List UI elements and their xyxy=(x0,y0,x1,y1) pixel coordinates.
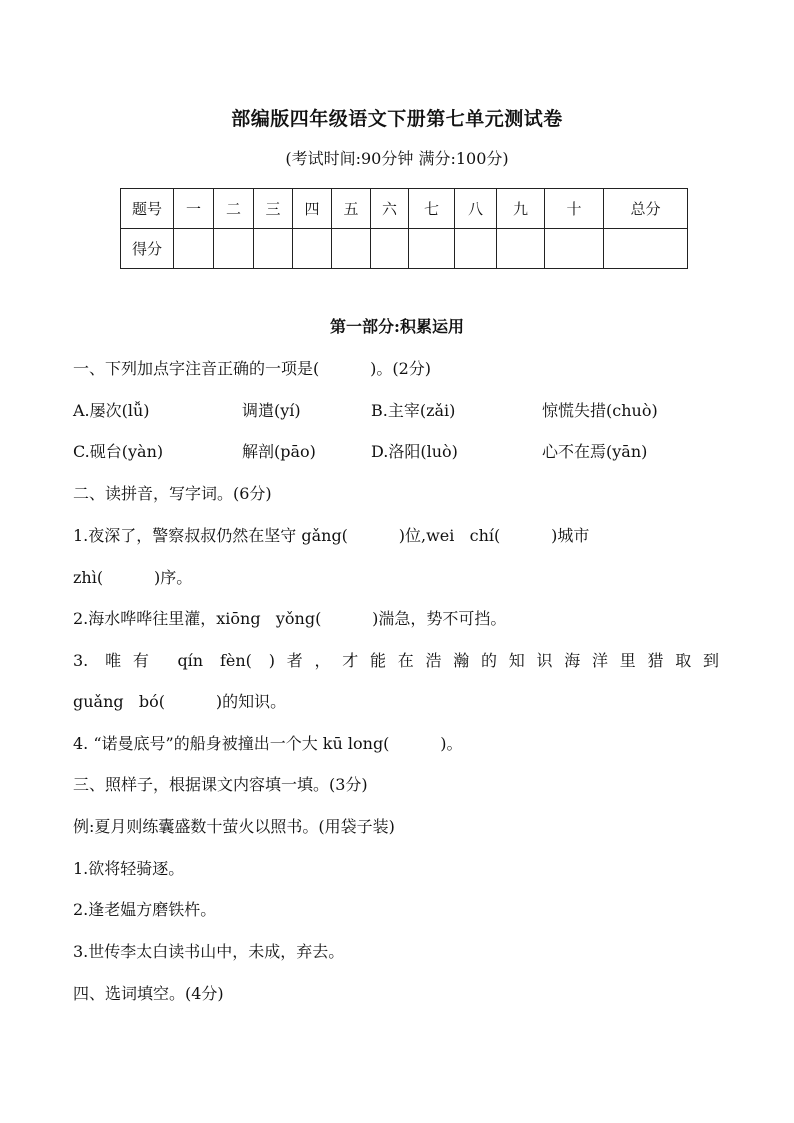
q2-item-3b: guǎng bó( )的知识。 xyxy=(73,692,287,711)
page-title: 部编版四年级语文下册第七单元测试卷 xyxy=(231,108,563,130)
q3-item-3: 3.世传李太白读书山中，未成，弃去。 xyxy=(73,942,345,961)
exam-info: (考试时间:90分钟 满分:100分) xyxy=(285,149,509,168)
score-col-3: 三 xyxy=(254,189,293,229)
score-col-9: 九 xyxy=(497,189,545,229)
score-col-1: 一 xyxy=(174,189,214,229)
score-cell-total xyxy=(604,229,688,269)
score-cell xyxy=(254,229,293,269)
score-cell xyxy=(332,229,371,269)
q1-option-b1: B.主宰(zǎi) xyxy=(371,401,456,420)
score-cell xyxy=(497,229,545,269)
q1-option-d2: 心不在焉(yān) xyxy=(542,442,648,461)
score-cell xyxy=(545,229,604,269)
score-col-4: 四 xyxy=(293,189,332,229)
q1-stem: 一、下列加点字注音正确的一项是( )。(2分) xyxy=(73,359,432,378)
q4-stem: 四、选词填空。(4分) xyxy=(73,984,224,1003)
score-cell xyxy=(293,229,332,269)
q2-item-2: 2.海水哗哗往里灌，xiōng yǒng( )湍急，势不可挡。 xyxy=(73,609,507,628)
q1-option-c2: 解剖(pāo) xyxy=(242,442,316,461)
q3-stem: 三、照样子，根据课文内容填一填。(3分) xyxy=(73,775,368,794)
score-header-label: 题号 xyxy=(121,189,174,229)
q2-item-3a: 3. 唯有 qín fèn( )者，才能在浩瀚的知识海洋里猎取到 xyxy=(73,651,719,670)
score-cell xyxy=(455,229,497,269)
score-row-label: 得分 xyxy=(121,229,174,269)
q1-option-a1: A.屡次(lǚ) xyxy=(73,401,150,420)
score-cell xyxy=(214,229,254,269)
score-table-score-row xyxy=(121,229,688,269)
part1-title: 第一部分:积累运用 xyxy=(330,317,464,336)
score-cell xyxy=(371,229,409,269)
q1-option-c1: C.砚台(yàn) xyxy=(73,442,164,461)
q2-stem: 二、读拼音，写字词。(6分) xyxy=(73,484,272,503)
score-cell xyxy=(409,229,455,269)
score-col-total: 总分 xyxy=(604,189,688,229)
score-col-5: 五 xyxy=(332,189,371,229)
q1-option-b2: 惊慌失措(chuò) xyxy=(542,401,658,420)
q2-item-1b: zhì( )序。 xyxy=(73,568,193,587)
q3-item-2: 2.逢老媪方磨铁杵。 xyxy=(73,900,217,919)
score-table-header-row xyxy=(121,189,688,229)
score-col-10: 十 xyxy=(545,189,604,229)
score-col-6: 六 xyxy=(371,189,409,229)
q1-option-d1: D.洛阳(luò) xyxy=(371,442,458,461)
q1-option-a2: 调遣(yí) xyxy=(242,401,301,420)
score-col-2: 二 xyxy=(214,189,254,229)
score-table xyxy=(120,188,688,269)
score-cell xyxy=(174,229,214,269)
q3-example: 例:夏月则练囊盛数十萤火以照书。(用袋子装) xyxy=(73,817,395,836)
q3-item-1: 1.欲将轻骑逐。 xyxy=(73,859,185,878)
score-col-8: 八 xyxy=(455,189,497,229)
score-col-7: 七 xyxy=(409,189,455,229)
q2-item-4: 4. “诺曼底号”的船身被撞出一个大 kū long( )。 xyxy=(73,734,463,753)
q2-item-1a: 1.夜深了，警察叔叔仍然在坚守 gǎng( )位,wei chí( )城市 xyxy=(73,526,590,545)
